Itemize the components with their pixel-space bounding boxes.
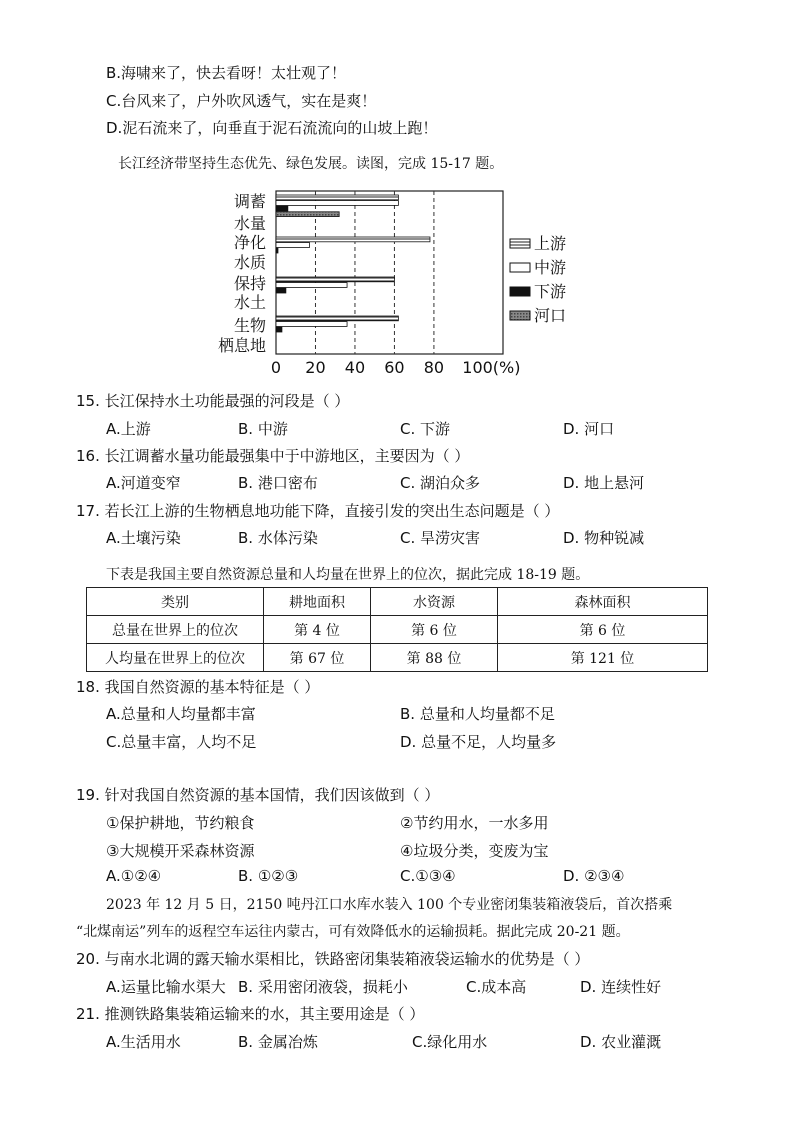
table-cell: 人均量在世界上的位次: [87, 644, 264, 672]
legend-swatch: [510, 263, 530, 272]
q19-statement-3: ③大规模开采森林资源: [106, 842, 255, 860]
q16-option-c: C. 湖泊众多: [400, 474, 481, 492]
bar-河口: [276, 212, 339, 217]
intro-20-21-line2: “北煤南运”列车的返程空车运往内蒙古，可有效降低水的运输损耗。据此完成 20-21 题。: [76, 924, 630, 940]
q16-option-a: A.河道变窄: [106, 474, 181, 492]
q18-option-d: D. 总量不足，人均量多: [400, 733, 557, 751]
q17-option-a: A.土壤污染: [106, 529, 181, 547]
q20-option-a: A.运量比输水渠大: [106, 978, 226, 996]
x-tick-label: 40: [344, 358, 366, 377]
table-cell: 总量在世界上的位次: [87, 616, 264, 644]
table-header-cell: 耕地面积: [264, 588, 371, 616]
legend-label: 下游: [534, 282, 567, 301]
x-tick-label: 60: [384, 358, 405, 377]
table-header-cell: 森林面积: [498, 588, 708, 616]
ecology-function-bar-chart: [214, 181, 594, 385]
q21-option-b: B. 金属冶炼: [238, 1033, 318, 1051]
q21-stem: 21. 推测铁路集装箱运输来的水，其主要用途是（ ）: [76, 1005, 425, 1023]
q21-option-a: A.生活用水: [106, 1033, 181, 1051]
category-label: 水土: [233, 293, 266, 312]
bar-中游: [276, 322, 347, 327]
resource-rank-table: [86, 587, 708, 672]
category-label: 生物: [233, 316, 266, 335]
category-label: 水质: [233, 253, 266, 272]
table-header-row: [87, 588, 708, 616]
q15-stem: 15. 长江保持水土功能最强的河段是（ ）: [76, 392, 350, 410]
q19-statement-2: ②节约用水，一水多用: [400, 814, 549, 832]
bar-上游: [276, 277, 394, 282]
table-cell: 第 67 位: [264, 644, 371, 672]
table-cell: 第 88 位: [371, 644, 498, 672]
q21-option-d: D. 农业灌溉: [580, 1033, 662, 1051]
bar-下游: [276, 327, 282, 332]
bar-下游: [276, 248, 278, 253]
q19-option-a: A.①②④: [106, 867, 162, 885]
bar-上游: [276, 195, 398, 200]
q19-stem: 19. 针对我国自然资源的基本国情，我们因该做到（ ）: [76, 786, 440, 804]
q19-statement-1: ①保护耕地，节约粮食: [106, 814, 255, 832]
x-tick-label: 0: [270, 358, 282, 377]
q15-option-d: D. 河口: [563, 420, 615, 438]
table-cell: 第 6 位: [498, 616, 708, 644]
table-header-cell: 水资源: [371, 588, 498, 616]
q19-option-c: C.①③④: [400, 867, 456, 885]
x-tick-label: 80: [423, 358, 445, 377]
q18-stem: 18. 我国自然资源的基本特征是（ ）: [76, 678, 320, 696]
q16-stem: 16. 长江调蓄水量功能最强集中于中游地区，主要因为（ ）: [76, 447, 470, 465]
option-d-debris-flow: D.泥石流来了，向垂直于泥石流流向的山坡上跑！: [106, 119, 438, 137]
q18-option-a: A.总量和人均量都丰富: [106, 705, 256, 723]
legend-label: 中游: [534, 258, 567, 277]
intro-20-21-line1: 2023 年 12 月 5 日，2150 吨丹江口水库水装入 100 个专业密闭集装箱液袋后，首次搭乘: [106, 897, 673, 913]
q15-option-b: B. 中游: [238, 420, 288, 438]
q20-option-d: D. 连续性好: [580, 978, 662, 996]
q17-stem: 17. 若长江上游的生物栖息地功能下降，直接引发的突出生态问题是（ ）: [76, 502, 560, 520]
bar-中游: [276, 283, 347, 288]
table-cell: 第 4 位: [264, 616, 371, 644]
q15-option-c: C. 下游: [400, 420, 451, 438]
option-c-typhoon: C.台风来了，户外吹风透气，实在是爽！: [106, 92, 377, 110]
table-header-cell: 类别: [87, 588, 264, 616]
category-label: 保持: [233, 274, 266, 293]
legend-swatch: [510, 239, 530, 248]
bar-上游: [276, 316, 398, 321]
q17-option-c: C. 旱涝灾害: [400, 529, 481, 547]
q17-option-b: B. 水体污染: [238, 529, 318, 547]
q18-option-c: C.总量丰富，人均不足: [106, 733, 257, 751]
q16-option-b: B. 港口密布: [238, 474, 318, 492]
q17-option-d: D. 物种锐减: [563, 529, 645, 547]
q20-option-b: B. 采用密闭液袋，损耗小: [238, 978, 408, 996]
legend-swatch: [510, 311, 530, 320]
bar-上游: [276, 237, 430, 242]
legend-label: 上游: [534, 234, 567, 253]
bar-中游: [276, 201, 398, 206]
table-cell: 第 6 位: [371, 616, 498, 644]
q18-option-b: B. 总量和人均量都不足: [400, 705, 555, 723]
q15-option-a: A.上游: [106, 420, 151, 438]
table-row: [87, 616, 708, 644]
category-label: 净化: [233, 233, 266, 252]
q20-stem: 20. 与南水北调的露天输水渠相比，铁路密闭集装箱液袋运输水的优势是（ ）: [76, 950, 590, 968]
legend-label: 河口: [534, 306, 567, 325]
table-cell: 第 121 位: [498, 644, 708, 672]
bar-中游: [276, 243, 310, 248]
intro-18-19: 下表是我国主要自然资源总量和人均量在世界上的位次，据此完成 18-19 题。: [106, 567, 590, 583]
q19-statement-4: ④垃圾分类，变废为宝: [400, 842, 549, 860]
category-label: 栖息地: [217, 336, 266, 355]
q19-option-d: D. ②③④: [563, 867, 625, 885]
q21-option-c: C.绿化用水: [412, 1033, 488, 1051]
option-b-tsunami: B.海啸来了，快去看呀！太壮观了！: [106, 64, 347, 82]
bar-下游: [276, 206, 288, 211]
intro-15-17: 长江经济带坚持生态优先、绿色发展。读图，完成 15-17 题。: [118, 156, 504, 172]
q20-option-c: C.成本高: [466, 978, 527, 996]
legend-swatch: [510, 287, 530, 296]
q19-option-b: B. ①②③: [238, 867, 299, 885]
x-tick-label: 100(%): [462, 358, 521, 377]
x-tick-label: 20: [305, 358, 326, 377]
category-label: 水量: [233, 214, 266, 233]
table-row: [87, 644, 708, 672]
q16-option-d: D. 地上悬河: [563, 474, 645, 492]
category-label: 调蓄: [233, 192, 266, 211]
bar-下游: [276, 288, 286, 293]
